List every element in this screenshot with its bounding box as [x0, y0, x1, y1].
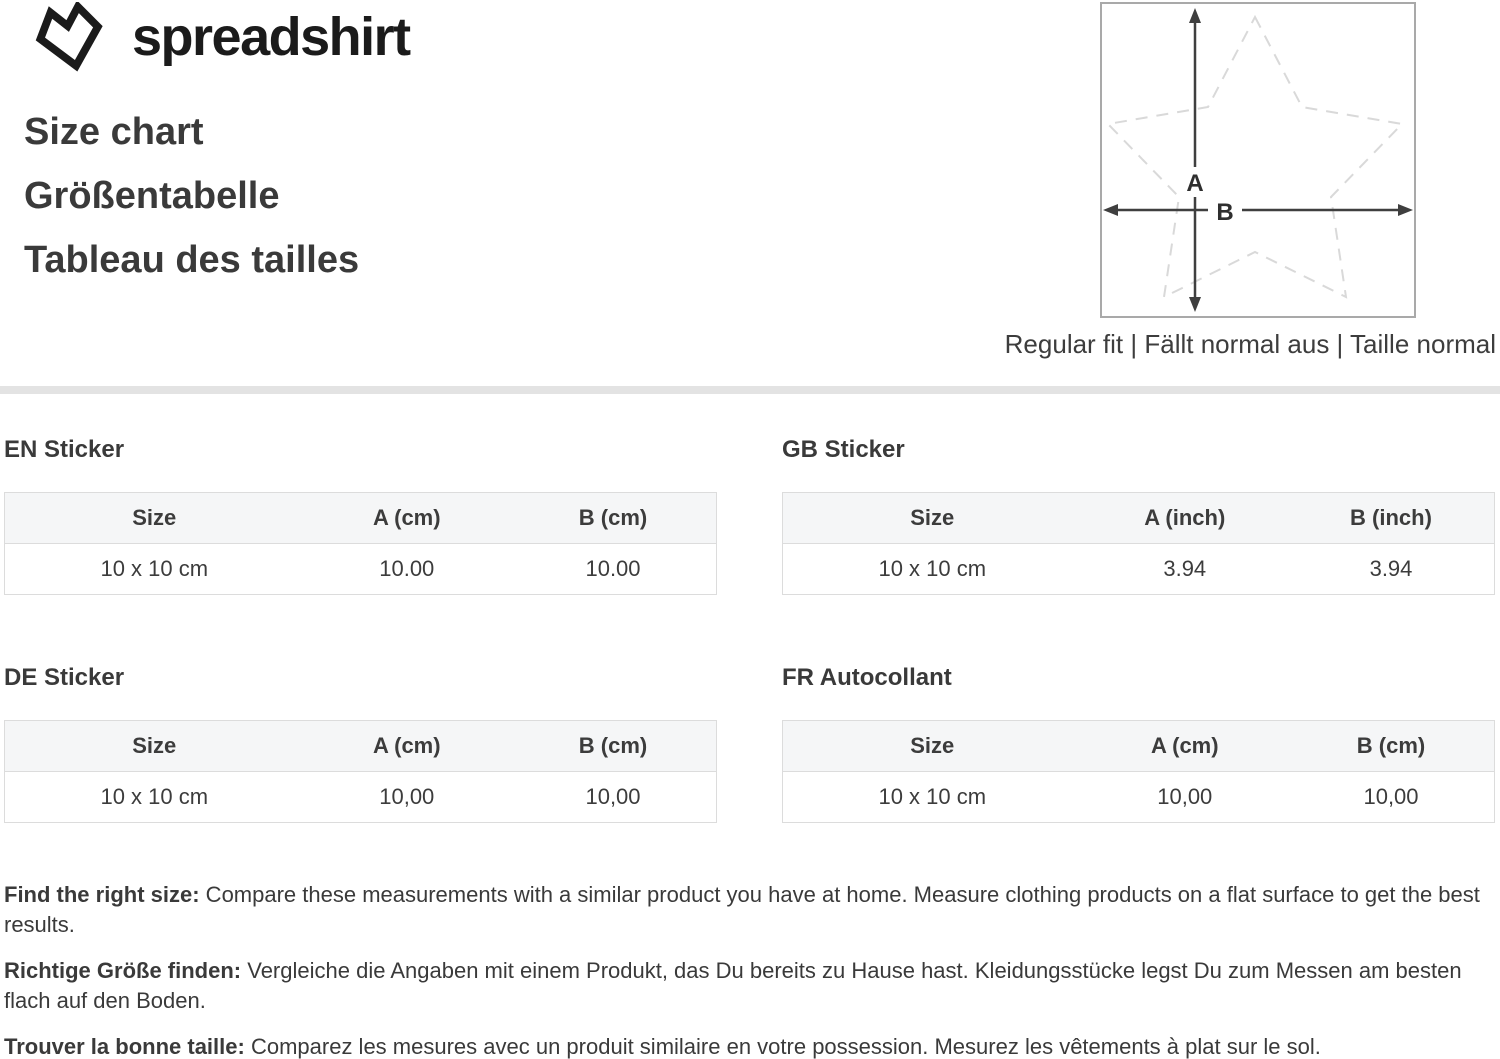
instruction-de-text: Vergleiche die Angaben mit einem Produkt, das Du bereits zu Hause hast. Kleidungsstücke legst Du zum Messen am besten flach auf den Boden.	[4, 958, 1462, 1013]
cell-size: 10 x 10 cm	[100, 556, 209, 581]
measurement-diagram	[1100, 2, 1416, 318]
table-row	[5, 772, 717, 823]
cell-size: 10 x 10 cm	[878, 784, 987, 809]
col-header-size: Size	[910, 505, 955, 530]
col-header-size: Size	[132, 505, 177, 530]
size-table-de	[4, 720, 717, 823]
instruction-de	[4, 956, 1496, 1016]
instruction-fr-text: Comparez les mesures avec un produit similaire en votre possession. Mesurez les vêtements à plat sur le sol.	[244, 1034, 1321, 1059]
col-header-b: B (cm)	[1356, 733, 1426, 758]
instruction-en-label: Find the right size:	[4, 882, 200, 907]
cell-a: 10,00	[379, 784, 435, 809]
cell-a: 3.94	[1163, 556, 1207, 581]
cell-a: 10.00	[379, 556, 435, 581]
cell-b: 10,00	[1363, 784, 1419, 809]
col-header-a: A (cm)	[372, 733, 441, 758]
fit-description: Regular fit | Fällt normal aus | Taille normal	[1004, 329, 1496, 359]
size-table-fr	[782, 720, 1495, 823]
col-header-b: B (cm)	[578, 505, 648, 530]
table-row	[783, 544, 1495, 595]
col-header-b: B (cm)	[578, 733, 648, 758]
col-header-a: A (cm)	[1150, 733, 1219, 758]
cell-b: 10.00	[585, 556, 641, 581]
table-header-row	[5, 721, 717, 772]
table-header-row	[5, 493, 717, 544]
section-divider	[0, 386, 1500, 394]
cell-b: 3.94	[1369, 556, 1413, 581]
label-a: A	[1186, 170, 1204, 197]
label-b: B	[1216, 199, 1234, 226]
measuring-instructions	[4, 880, 1496, 1059]
cell-b: 10,00	[585, 784, 641, 809]
cell-size: 10 x 10 cm	[100, 784, 209, 809]
page-title-fr: Tableau des tailles	[24, 239, 360, 281]
heart-logo-icon	[28, 2, 112, 72]
instruction-en	[4, 880, 1496, 940]
col-header-size: Size	[132, 733, 177, 758]
instruction-en-text: Compare these measurements with a similar product you have at home. Measure clothing products on a flat surface to get the best results.	[4, 882, 1480, 937]
table-title-fr: FR Autocollant	[782, 664, 952, 691]
col-header-b: B (inch)	[1350, 505, 1432, 530]
page-title-en: Size chart	[24, 111, 204, 153]
col-header-size: Size	[910, 733, 955, 758]
table-row	[783, 772, 1495, 823]
cell-size: 10 x 10 cm	[878, 556, 987, 581]
col-header-a: A (inch)	[1144, 505, 1226, 530]
size-table-en	[4, 492, 717, 595]
table-title-de: DE Sticker	[4, 664, 125, 691]
instruction-de-label: Richtige Größe finden:	[4, 958, 242, 983]
table-header-row	[783, 721, 1495, 772]
col-header-a: A (cm)	[372, 505, 441, 530]
cell-a: 10,00	[1157, 784, 1213, 809]
logo-wordmark: spreadshirt	[132, 7, 410, 67]
page-title-de: Größentabelle	[24, 175, 280, 217]
table-title-en: EN Sticker	[4, 436, 125, 463]
spreadshirt-logo	[28, 2, 410, 72]
table-header-row	[783, 493, 1495, 544]
table-title-gb: GB Sticker	[782, 436, 905, 463]
table-row	[5, 544, 717, 595]
instruction-fr	[4, 1032, 1496, 1059]
size-table-gb	[782, 492, 1495, 595]
instruction-fr-label: Trouver la bonne taille:	[4, 1034, 245, 1059]
page-title	[24, 100, 359, 292]
